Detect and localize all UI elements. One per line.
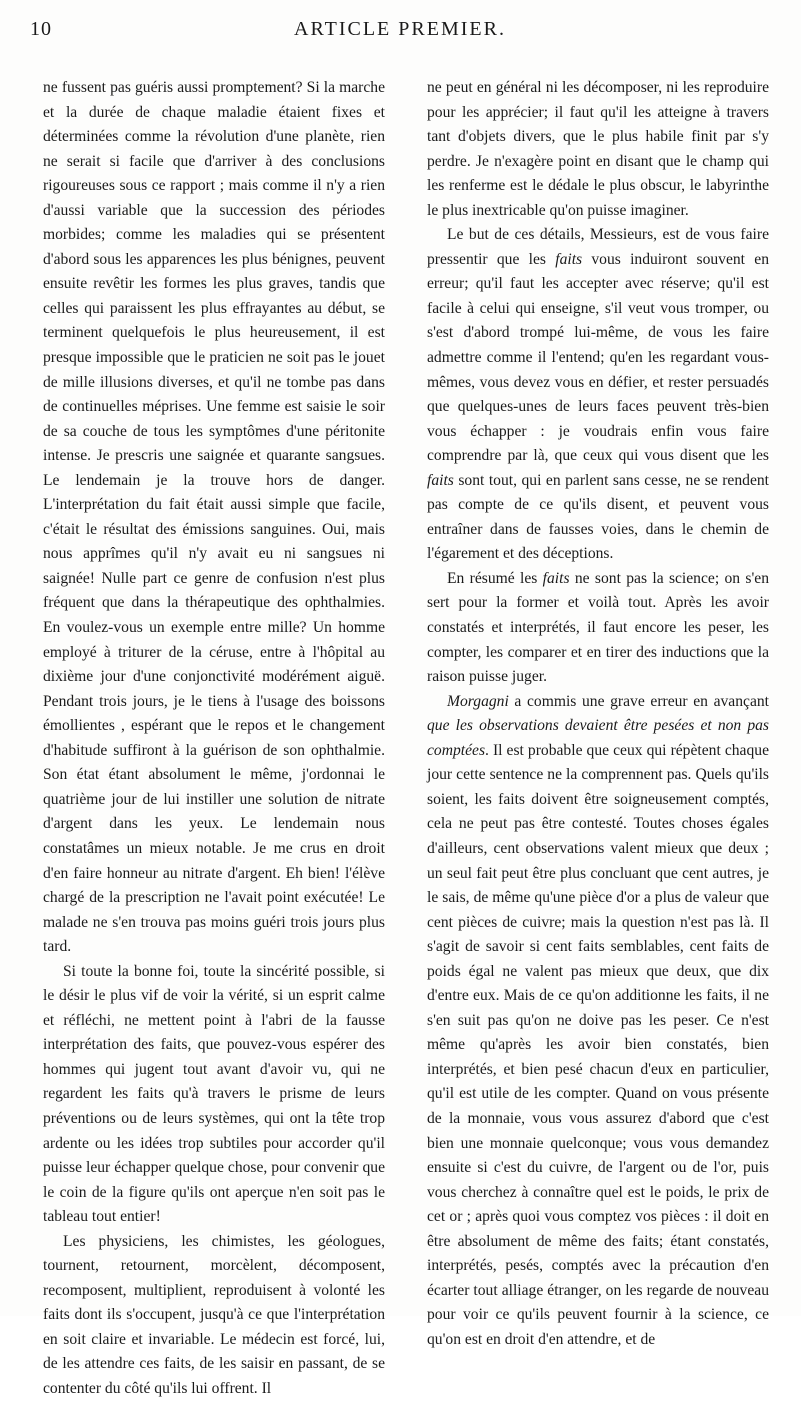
italic-term: Morgagni [447, 692, 509, 710]
right-column [427, 76, 769, 1352]
left-column [43, 76, 385, 1402]
paragraph: ne peut en général ni les décomposer, ni les reproduire pour les apprécier; il faut qu'il les atteigne à travers tant d'objets divers, que le plus habile finit par s'y perdre. Je n'exagère point en disant que le champ qui les renferme est le dédale le plus obscur, le labyrinthe le plus inextricable qu'on puisse imaginer. [427, 79, 769, 219]
paragraph: En résumé les faits ne sont pas la science; on s'en sert pour la former et voilà tout. Après les avoir constatés et interprétés, il faut encore les peser, les compter, les comparer et en tirer des inductions que la raison puisse juger. [427, 569, 770, 686]
page-header [30, 14, 770, 54]
paragraph: Si toute la bonne foi, toute la sincérité possible, si le désir le plus vif de voir la vérité, si un esprit calme et réfléchi, ne mettent point à l'abri de la fausse interprétation des faits, que pouvez-vous espérer des hommes qui jugent tout avant d'avoir vu, qui ne regardent les faits qu'à travers le prisme de leurs préventions ou de leurs systèmes, qui ont la tête trop ardente ou les idées trop subtiles pour accorder qu'il puisse leur échapper quelque chose, pour convenir que le coin de la figure qu'ils ont aperçue n'en soit pas le tableau tout entier! [43, 962, 385, 1226]
page-number: 10 [30, 18, 52, 40]
paragraph: Morgagni a commis une grave erreur en avançant que les observations devaient être pesées et non pas comptées. Il est probable que ceux qui répètent chaque jour cette sentence ne la comprennent pas. Quels qu'ils soient, les faits doivent être soigneusement comptés, cela ne peut pas être contesté. Toutes choses égales d'ailleurs, cent observations valent mieux que deux ; un seul fait peut être plus concluant que cent autres, je le sais, de même qu'une pièce d'or a plus de valeur que cent pièces de cuivre; mais la question n'est pas là. Il s'agit de savoir si cent faits semblables, cent faits de poids égal ne valent pas mieux que deux, que dix d'entre eux. Mais de ce qu'on additionne les faits, il ne s'en suit pas qu'on ne doive pas les peser. Ce n'est même qu'après les avoir bien constatés, bien interprétés, et bien pesé chacun d'eux en particulier, qu'il est utile de les compter. Quand on vous présente de la monnaie, vous vous assurez d'abord que c'est bien une monnaie quelconque; vous vous demandez ensuite si c'est du cuivre, de l'argent ou de l'or, puis vous cherchez à connaître quel est le poids, le prix de cet or ; après quoi vous comptez vos pièces : il doit en être absolument de même des faits; étant constatés, interprétés, pesés, comptés avec la précaution d'en écarter tout alliage étranger, on les regarde de nouveau pour voir ce qu'ils peuvent fournir à la science, ce qu'on est en droit d'en attendre, et de [427, 692, 769, 1348]
running-head: ARTICLE PREMIER. [294, 18, 506, 40]
italic-term: que les observations devaient être pesées et non pas comptées [427, 717, 769, 759]
italic-term: faits [542, 569, 570, 587]
italic-term: faits [555, 250, 583, 268]
paragraph: Le but de ces détails, Messieurs, est de vous faire pressentir que les faits vous induiront souvent en erreur; qu'il faut les accepter avec réserve; qu'il est facile à celui qui enseigne, s'il veut vous tromper, ou s'est d'abord trompé lui-même, de vous les faire admettre comme il l'entend; qu'en les regardant vous-mêmes, vous devez vous en défier, et rester persuadés que quelques-unes de leurs faces peuvent très-bien vous échapper : je voudrais enfin vous faire comprendre par là, que ceux qui vous disent que les faits sont tout, qui en parlent sans cesse, ne se rendent pas compte de ce qu'ils disent, et peuvent vous entraîner dans de fausses voies, dans le chemin de l'égarement et des déceptions. [427, 226, 769, 563]
italic-term: faits [427, 471, 454, 489]
paragraph: ne fussent pas guéris aussi promptement? Si la marche et la durée de chaque maladie étaient fixes et déterminées comme la révolution d'une planète, rien ne serait si facile que d'arriver à des conclusions rigoureuses sous ce rapport ; mais comme il n'y a rien d'aussi variable que la succession des périodes morbides; comme les maladies qui se présentent d'abord sous les apparences les plus bénignes, peuvent ensuite revêtir les formes les plus graves, tandis que celles qui paraissent les plus effrayantes au début, se terminent quelquefois le plus heureusement, il est presque impossible que le praticien ne soit pas le jouet de mille illusions diverses, et qu'il ne tombe pas dans de continuelles méprises. Une femme est saisie le soir de sa couche de tous les symptômes d'une péritonite intense. Je prescris une saignée et quarante sangsues. Le lendemain je la trouve hors de danger. L'interprétation du fait était aussi simple que facile, c'était le résultat des émissions sanguines. Oui, mais nous apprîmes qu'il n'y avait eu ni sangsues ni saignée! Nulle part ce genre de confusion n'est plus fréquent que dans la thérapeutique des ophthalmies. En voulez-vous un exemple entre mille? Un homme employé à triturer de la céruse, entre à l'hôpital au dixième jour d'une conjonctivité modérément aiguë. Pendant trois jours, je le tiens à l'usage des boissons émollientes , espérant que le repos et le changement d'habitude suffiront à la guérison de son ophthalmie. Son état étant absolument le même, j'ordonnai le quatrième jour de lui instiller une solution de nitrate d'argent dans les yeux. Le lendemain nous constatâmes un mieux notable. Je me crus en droit d'en faire honneur au nitrate d'argent. Eh bien! l'élève chargé de la prescription ne l'avait point exécutée! Le malade ne s'en trouva pas moins guéri trois jours plus tard. [43, 79, 385, 956]
paragraph: Les physiciens, les chimistes, les géologues, tournent, retournent, morcèlent, décomposent, recomposent, multiplient, reproduisent à volonté les faits dont ils s'occupent, jusqu'à ce que l'interprétation en soit claire et invariable. Le médecin est forcé, lui, de les attendre ces faits, de les saisir en passant, de se contenter du côté qu'ils lui offrent. Il [43, 1232, 385, 1397]
